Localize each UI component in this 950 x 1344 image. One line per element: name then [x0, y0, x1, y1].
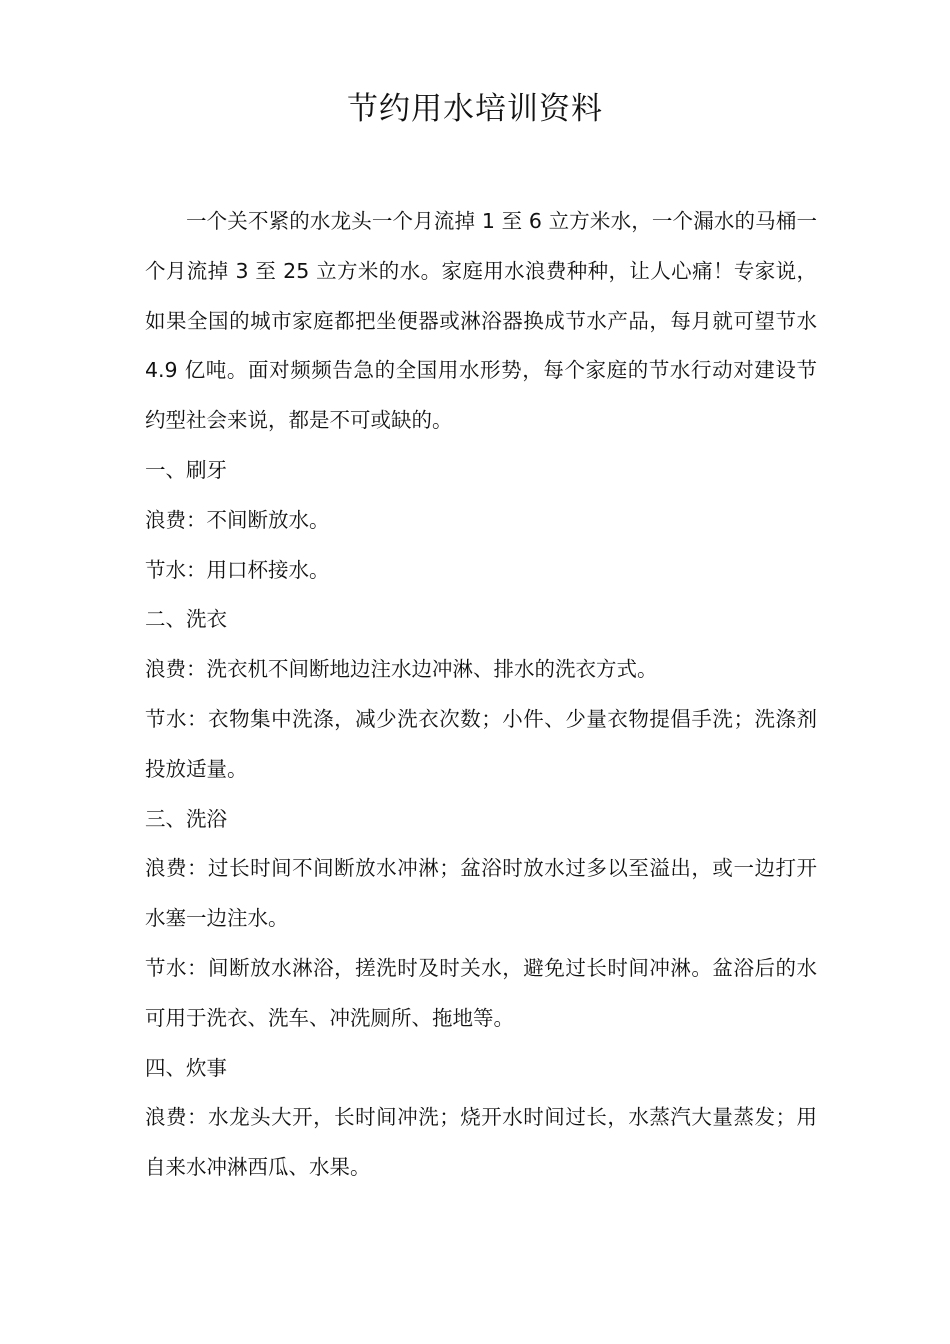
section-heading-brushing: 一、刷牙 — [145, 457, 227, 482]
section-waste-brushing: 浪费：不间断放水。 — [145, 507, 330, 532]
section-heading-laundry: 二、洗衣 — [145, 607, 227, 632]
section-waste-bathing: 浪费：过长时间不间断放水冲淋；盆浴时放水过多以至溢出，或一边打开水塞一边注水。 — [145, 856, 817, 931]
section-heading-bathing: 三、洗浴 — [145, 806, 227, 831]
document-title: 节约用水培训资料 — [347, 91, 603, 127]
document-body — [145, 197, 817, 1193]
section-save-brushing: 节水：用口杯接水。 — [145, 557, 330, 582]
section-save-laundry: 节水：衣物集中洗涤，减少洗衣次数；小件、少量衣物提倡手洗；洗涤剂投放适量。 — [145, 706, 817, 781]
section-waste-laundry: 浪费：洗衣机不间断地边注水边冲淋、排水的洗衣方式。 — [145, 657, 658, 682]
section-waste-cooking: 浪费：水龙头大开，长时间冲洗；烧开水时间过长，水蒸汽大量蒸发；用自来水冲淋西瓜、水果。 — [145, 1105, 817, 1180]
section-heading-cooking: 四、炊事 — [145, 1055, 227, 1080]
section-save-bathing: 节水：间断放水淋浴，搓洗时及时关水，避免过长时间冲淋。盆浴后的水可用于洗衣、洗车、冲洗厕所、拖地等。 — [145, 955, 817, 1030]
intro-paragraph: 一个关不紧的水龙头一个月流掉 1 至 6 立方米水，一个漏水的马桶一个月流掉 3 至 25 立方米的水。家庭用水浪费种种，让人心痛！专家说，如果全国的城市家庭都把坐便器或淋浴器换成节水产品，每月就可望节水 4.9 亿吨。面对频频告急的全国用水形势，每个家庭的节水行动对建设节约型社会来说，都是不可或缺的。 — [145, 209, 817, 433]
